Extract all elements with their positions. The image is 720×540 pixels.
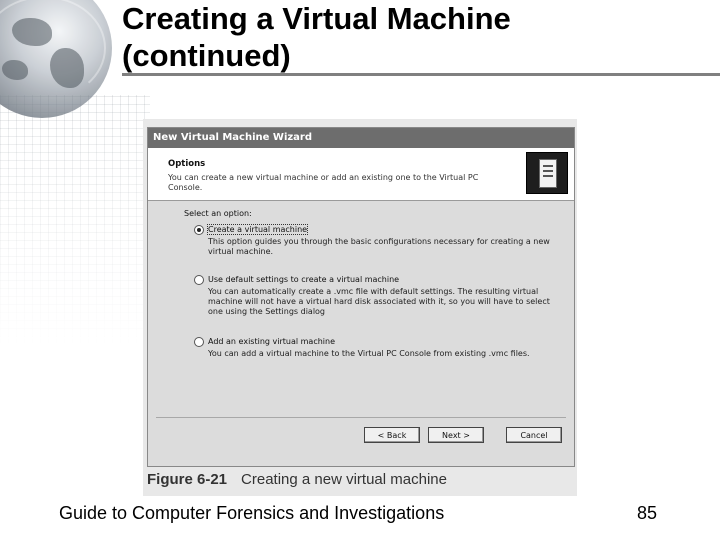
grid-decoration bbox=[0, 95, 150, 345]
wizard-header bbox=[148, 148, 574, 201]
back-button[interactable]: < Back bbox=[364, 427, 420, 443]
figure-number: Figure 6-21 bbox=[147, 471, 228, 488]
slide-title-line1: Creating a Virtual Machine bbox=[122, 1, 511, 36]
dialog-titlebar[interactable]: New Virtual Machine Wizard bbox=[148, 128, 574, 148]
option-create-vm-description: This option guides you through the basic configurations necessary for creating a new virtual machine. bbox=[208, 237, 550, 256]
option-default-settings-label[interactable]: Use default settings to create a virtual machine bbox=[208, 275, 400, 284]
option-add-existing-vm-description: You can add a virtual machine to the Virtual PC Console from existing .vmc files. bbox=[208, 349, 530, 358]
radio-create-vm[interactable] bbox=[194, 225, 204, 235]
option-create-vm-label[interactable]: Create a virtual machine bbox=[208, 225, 308, 234]
figure bbox=[143, 119, 577, 496]
server-icon bbox=[526, 152, 568, 194]
wizard-body bbox=[148, 201, 574, 466]
option-default-settings-description: You can automatically create a .vmc file with default settings. The resulting virtual machine will not have a virtual hard disk associated with it, so you will have to select one using the Settings dialog bbox=[208, 287, 550, 316]
radio-default-settings[interactable] bbox=[194, 275, 204, 285]
figure-caption-text: Creating a new virtual machine bbox=[241, 471, 447, 488]
option-add-existing-vm-label[interactable]: Add an existing virtual machine bbox=[208, 337, 336, 346]
slide-title bbox=[122, 0, 511, 74]
cancel-button[interactable]: Cancel bbox=[506, 427, 562, 443]
button-divider bbox=[156, 417, 566, 418]
next-button[interactable]: Next > bbox=[428, 427, 484, 443]
footer-text: Guide to Computer Forensics and Investigations bbox=[59, 503, 445, 523]
slide-title-line2: (continued) bbox=[122, 38, 291, 73]
wizard-header-title: Options bbox=[168, 159, 206, 169]
page-number: 85 bbox=[637, 503, 658, 523]
new-vm-wizard-dialog bbox=[147, 127, 575, 467]
title-underline bbox=[122, 73, 720, 76]
radio-add-existing-vm[interactable] bbox=[194, 337, 204, 347]
select-option-label: Select an option: bbox=[184, 209, 252, 218]
wizard-header-description: You can create a new virtual machine or add an existing one to the Virtual PC Console. bbox=[168, 173, 479, 192]
figure-caption bbox=[147, 471, 447, 488]
